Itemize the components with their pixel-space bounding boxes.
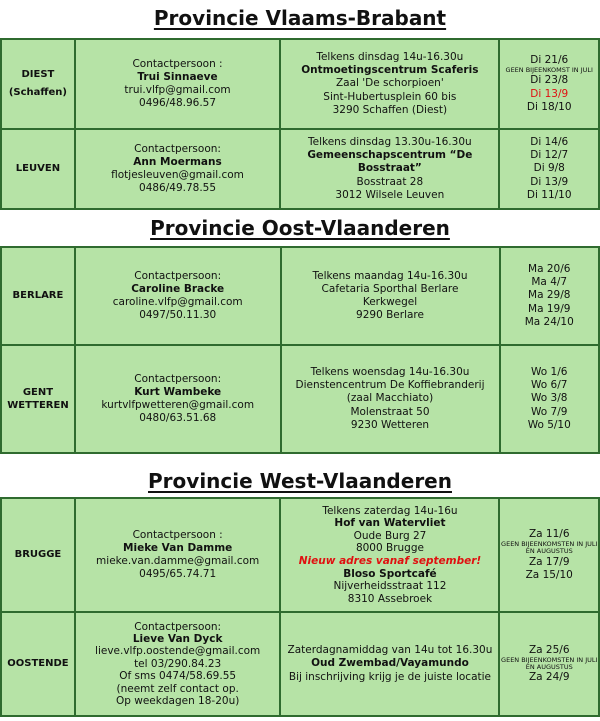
contact-cell [75, 129, 280, 209]
contact-phone: 0486/49.78.55 [139, 182, 217, 195]
location-cell [280, 498, 499, 612]
date-item: Di 11/10 [526, 188, 572, 201]
meetings-table-west-vlaanderen [0, 497, 600, 717]
date-item: Di 23/8 [530, 74, 569, 87]
location-street: Bosstraat 28 [356, 175, 424, 188]
location-venue: Dienstencentrum De Koffiebranderij [295, 379, 485, 392]
contact-email[interactable]: lieve.vlfp.oostende@gmail.com [95, 645, 261, 658]
location-venue: Ontmoetingscentrum Scaferis [301, 64, 479, 77]
place-name: GENT [22, 387, 54, 398]
contact-email[interactable]: trui.vlfp@gmail.com [124, 84, 231, 96]
table-row [1, 129, 599, 209]
location-venue: Gemeenschapscentrum “De Bosstraat” [307, 149, 473, 175]
date-item: Wo 5/10 [527, 418, 571, 431]
date-item: Di 14/6 [530, 136, 569, 149]
date-item: Ma 29/8 [528, 289, 571, 302]
date-item: Di 13/9 [530, 175, 569, 188]
location-venue: Oud Zwembad/Vayamundo [311, 657, 469, 670]
contact-heading: Contactpersoon: [134, 372, 222, 385]
dates-cell [500, 247, 600, 345]
contact-cell [75, 345, 281, 453]
location-new-city: 8310 Assebroek [347, 592, 433, 605]
table-row [1, 612, 599, 716]
contact-heading: Contactpersoon: [134, 269, 222, 282]
dates-cell [499, 39, 599, 129]
contact-phone: 0480/63.51.68 [139, 412, 217, 425]
location-venue: Cafetaria Sporthal Berlare [321, 282, 459, 295]
contact-heading: Contactpersoon : [132, 57, 223, 70]
section-title: Provincie Vlaams-Brabant [153, 6, 447, 30]
contact-note: (neemt zelf contact op. [116, 682, 239, 695]
date-note: GEEN BIJEENKOMST IN JULI [505, 66, 593, 75]
contact-name: Caroline Bracke [131, 282, 225, 295]
date-item: Za 11/6 [528, 528, 570, 541]
location-cell [280, 129, 499, 209]
place-cell [1, 39, 75, 129]
location-new-street: Nijverheidsstraat 112 [333, 580, 447, 593]
location-new-venue: Bloso Sportcafé [343, 567, 437, 580]
date-item: Wo 6/7 [531, 379, 568, 392]
contact-name: Mieke Van Damme [123, 541, 233, 554]
date-item-highlighted: Di 13/9 [530, 87, 569, 100]
date-item: Ma 19/9 [528, 302, 571, 315]
place-name: BRUGGE [14, 549, 62, 560]
contact-name: Trui Sinnaeve [137, 70, 218, 83]
date-item: Di 21/6 [530, 54, 569, 67]
location-cell [281, 247, 500, 345]
contact-cell [75, 612, 281, 716]
place-cell [1, 129, 75, 209]
contact-cell [75, 498, 281, 612]
contact-email[interactable]: mieke.van.damme@gmail.com [96, 555, 260, 567]
location-notice: Nieuw adres vanaf september! [298, 555, 482, 567]
location-street: Oude Burg 27 [353, 529, 427, 542]
date-item: Di 9/8 [533, 162, 565, 175]
place-name: OOSTENDE [7, 658, 69, 669]
location-street: Kerkwegel [362, 296, 418, 308]
meetings-table-vlaams-brabant [0, 38, 600, 210]
contact-name: Lieve Van Dyck [132, 633, 223, 646]
location-venue: Hof van Watervliet [334, 517, 446, 530]
place-cell [1, 498, 75, 612]
location-city: 9290 Berlare [356, 309, 424, 322]
location-cell [280, 39, 499, 129]
date-item: Za 15/10 [525, 568, 573, 581]
date-item: Ma 20/6 [528, 263, 571, 276]
contact-name: Kurt Wambeke [134, 385, 222, 398]
location-schedule: Zaterdagnamiddag van 14u tot 16.30u [287, 644, 493, 657]
location-street: Molenstraat 50 [350, 405, 430, 418]
location-cell [281, 345, 500, 453]
location-street: Sint-Hubertusplein 60 bis [323, 90, 457, 103]
date-item: Wo 3/8 [531, 392, 568, 405]
place-name: BERLARE [12, 290, 64, 301]
contact-phone: tel 03/290.84.23 [134, 657, 222, 670]
contact-name: Ann Moermans [133, 155, 222, 168]
contact-phone: 0495/65.74.71 [139, 568, 217, 581]
contact-email[interactable]: kurtvlfpwetteren@gmail.com [101, 399, 255, 411]
location-city: 8000 Brugge [355, 542, 424, 555]
table-row [1, 39, 599, 129]
contact-sms: Of sms 0474/58.69.55 [119, 670, 237, 683]
date-item: Ma 24/10 [524, 315, 574, 328]
date-item: Di 12/7 [530, 149, 569, 162]
place-cell [1, 247, 75, 345]
contact-phone: 0496/48.96.57 [139, 97, 217, 110]
section-title: Provincie West-Vlaanderen [148, 469, 452, 493]
date-item: Za 24/9 [528, 671, 570, 684]
contact-phone: 0497/50.11.30 [139, 309, 217, 322]
location-room: (zaal Macchiato) [346, 392, 434, 405]
date-item: Di 18/10 [526, 100, 572, 113]
location-schedule: Telkens dinsdag 14u-16.30u [316, 51, 464, 64]
date-note: GEEN BIJEENKOMSTEN IN JULI EN AUGUSTUS [501, 655, 598, 671]
contact-email[interactable]: caroline.vlfp@gmail.com [112, 296, 243, 308]
meetings-table-oost-vlaanderen [0, 246, 600, 454]
location-note: Bij inschrijving krijg je de juiste locatie [288, 670, 492, 683]
dates-cell [499, 612, 599, 716]
location-city: 3012 Wilsele Leuven [335, 188, 445, 201]
date-item: Za 25/6 [528, 643, 570, 656]
date-item: Za 17/9 [528, 555, 570, 568]
place-sub: WETTEREN [7, 400, 69, 411]
location-schedule: Telkens dinsdag 13.30u-16.30u [308, 136, 472, 149]
table-row [1, 345, 599, 453]
place-sub: (Schaffen) [8, 87, 67, 98]
dates-cell [499, 129, 599, 209]
section-title: Provincie Oost-Vlaanderen [150, 216, 450, 240]
contact-email[interactable]: flotjesleuven@gmail.com [111, 169, 244, 181]
location-schedule: Telkens zaterdag 14u-16u [322, 504, 458, 517]
dates-cell [499, 498, 599, 612]
location-room: Zaal 'De schorpioen' [335, 77, 444, 90]
date-item: Wo 1/6 [531, 366, 568, 379]
contact-cell [75, 247, 281, 345]
place-cell [1, 345, 75, 453]
contact-cell [75, 39, 280, 129]
date-note: GEEN BIJEENKOMSTEN IN JULI EN AUGUSTUS [501, 540, 598, 556]
table-row [1, 498, 599, 612]
place-name: LEUVEN [15, 163, 61, 174]
dates-cell [500, 345, 600, 453]
contact-heading: Contactpersoon: [134, 620, 222, 633]
location-city: 9230 Wetteren [350, 418, 430, 431]
location-city: 3290 Schaffen (Diest) [332, 103, 448, 116]
location-schedule: Telkens maandag 14u-16.30u [312, 269, 468, 282]
contact-hours: Op weekdagen 18-20u) [115, 694, 240, 707]
location-cell [280, 612, 499, 716]
contact-heading: Contactpersoon: [134, 142, 221, 155]
table-row [1, 247, 599, 345]
date-item: Ma 4/7 [531, 276, 568, 289]
date-item: Wo 7/9 [531, 405, 568, 418]
place-name: DIEST [21, 69, 55, 80]
location-schedule: Telkens woensdag 14u-16.30u [310, 366, 470, 379]
contact-heading: Contactpersoon : [132, 528, 223, 541]
place-cell [1, 612, 75, 716]
